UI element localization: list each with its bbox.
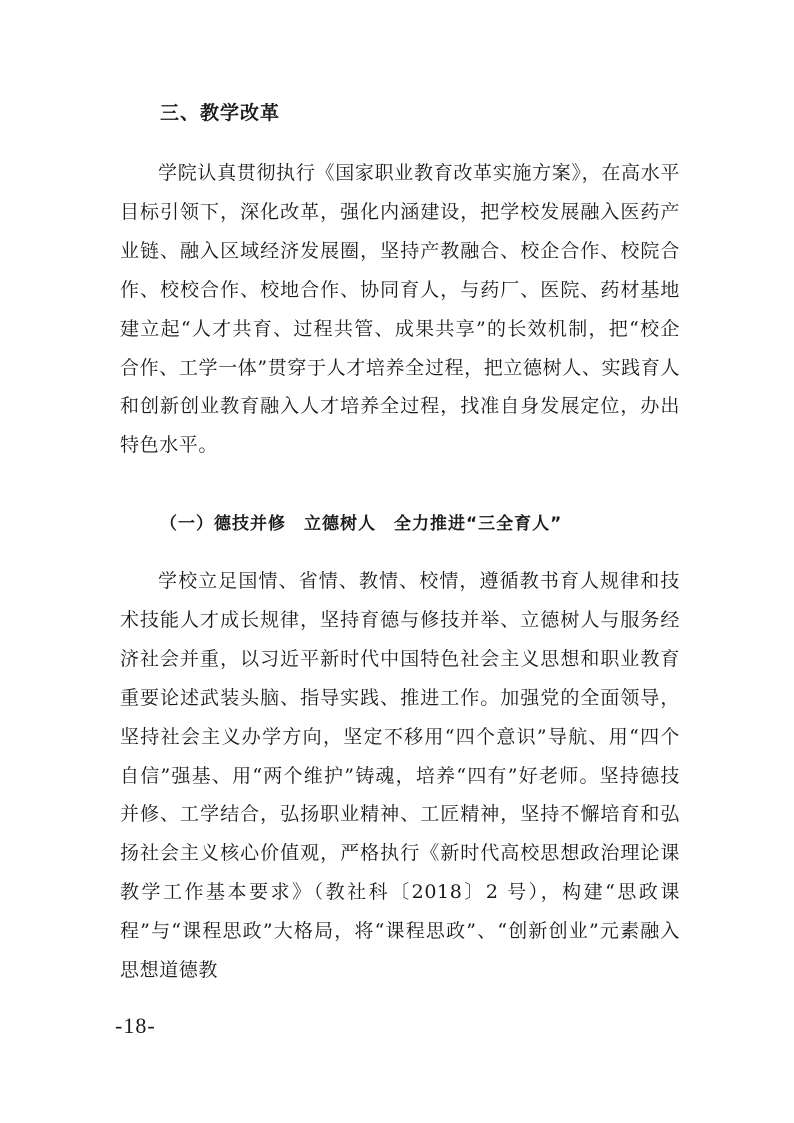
section-paragraph: 学院认真贯彻执行《国家职业教育改革实施方案》，在高水平目标引领下，深化改革，强化内涵建设，把学校发展融入医药产业链、融入区域经济发展圈，坚持产教融合、校企合作、校院合作、校校合作、校地合作、协同育人，与药厂、医院、药材基地建立起“人才共育、过程共管、成果共享”的长效机制，把“校企合作、工学一体”贯穿于人才培养全过程，把立德树人、实践育人和创新创业教育融入人才培养全过程，找准自身发展定位，办出特色水平。 (120, 162, 680, 457)
section-heading: 三、教学改革 (160, 102, 281, 124)
page-number: -18- (115, 1013, 156, 1038)
subsection-heading: （一）德技并修 立德树人 全力推进“三全育人” (160, 514, 563, 534)
subsection-paragraph: 学校立足国情、省情、教情、校情，遵循教书育人规律和技术技能人才成长规律，坚持育德与修技并举、立德树人与服务经济社会并重，以习近平新时代中国特色社会主义思想和职业教育重要论述武装头脑、指导实践、推进工作。加强党的全面领导，坚持社会主义办学方向，坚定不移用“四个意识”导航、用“四个自信”强基、用“两个维护”铸魂，培养“四有”好老师。坚持德技并修、工学结合，弘扬职业精神、工匠精神，坚持不懈培育和弘扬社会主义核心价值观，严格执行《新时代高校思想政治理论课教学工作基本要求》（教社科〔2018〕2 号），构建“思政课程”与“课程思政”大格局，将“课程思政”、“创新创业”元素融入思想道德教 (120, 570, 680, 982)
